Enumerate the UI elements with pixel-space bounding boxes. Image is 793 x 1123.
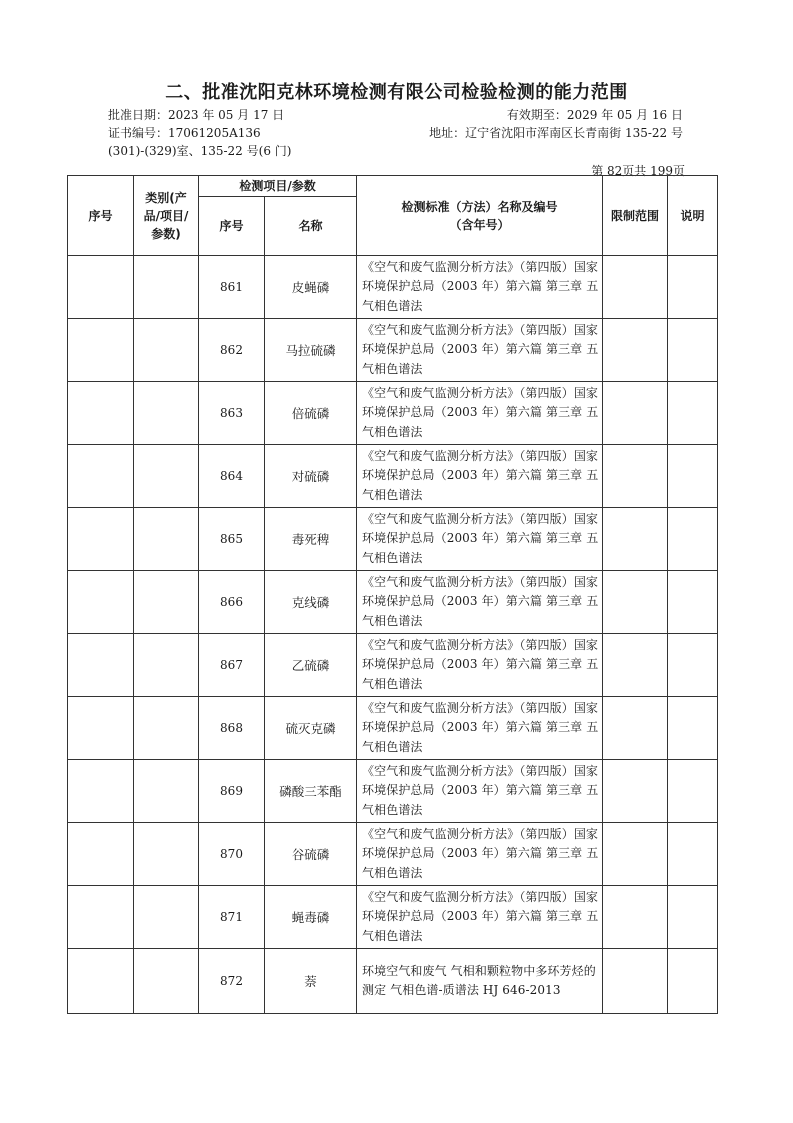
item-name: 萘: [265, 949, 357, 1014]
row-limit: [603, 634, 668, 697]
row-seq: [68, 634, 134, 697]
row-note: [668, 319, 718, 382]
item-seq: 868: [199, 697, 265, 760]
item-standard: 《空气和废气监测分析方法》（第四版）国家环境保护总局（2003 年）第六篇 第三章 五 气相色谱法: [357, 760, 603, 823]
item-name: 磷酸三苯酯: [265, 760, 357, 823]
item-seq: 872: [199, 949, 265, 1014]
item-standard: 《空气和废气监测分析方法》（第四版）国家环境保护总局（2003 年）第六篇 第三章 五 气相色谱法: [357, 886, 603, 949]
item-seq: 861: [199, 256, 265, 319]
item-seq: 863: [199, 382, 265, 445]
row-seq: [68, 319, 134, 382]
item-standard: 《空气和废气监测分析方法》（第四版）国家环境保护总局（2003 年）第六篇 第三章 五 气相色谱法: [357, 508, 603, 571]
row-limit: [603, 760, 668, 823]
row-note: [668, 445, 718, 508]
item-seq: 865: [199, 508, 265, 571]
row-category: [134, 886, 199, 949]
item-seq: 867: [199, 634, 265, 697]
row-note: [668, 256, 718, 319]
row-note: [668, 760, 718, 823]
row-seq: [68, 823, 134, 886]
row-limit: [603, 823, 668, 886]
item-standard: 《空气和废气监测分析方法》（第四版）国家环境保护总局（2003 年）第六篇 第三章 五 气相色谱法: [357, 382, 603, 445]
item-standard: 《空气和废气监测分析方法》（第四版）国家环境保护总局（2003 年）第六篇 第三章 五 气相色谱法: [357, 823, 603, 886]
row-seq: [68, 760, 134, 823]
row-limit: [603, 949, 668, 1014]
certificate-number: 证书编号：17061205A136: [108, 126, 261, 140]
item-seq: 866: [199, 571, 265, 634]
table-row: [68, 886, 718, 949]
row-seq: [68, 571, 134, 634]
header-item-group: 检测项目/参数: [199, 176, 357, 197]
item-name: 乙硫磷: [265, 634, 357, 697]
row-category: [134, 634, 199, 697]
row-category: [134, 949, 199, 1014]
item-name: 谷硫磷: [265, 823, 357, 886]
row-limit: [603, 697, 668, 760]
address: 地址：辽宁省沈阳市浑南区长青南街 135-22 号: [429, 126, 683, 140]
row-note: [668, 634, 718, 697]
item-seq: 862: [199, 319, 265, 382]
row-limit: [603, 319, 668, 382]
item-standard: 《空气和废气监测分析方法》（第四版）国家环境保护总局（2003 年）第六篇 第三章 五 气相色谱法: [357, 319, 603, 382]
row-category: [134, 823, 199, 886]
row-seq: [68, 508, 134, 571]
valid-until: 有效期至：2029 年 05 月 16 日: [506, 108, 683, 122]
header-standard: 检测标准（方法）名称及编号（含年号）: [357, 176, 603, 256]
row-limit: [603, 508, 668, 571]
item-name: 蝇毒磷: [265, 886, 357, 949]
row-category: [134, 697, 199, 760]
item-seq: 864: [199, 445, 265, 508]
table-row: [68, 760, 718, 823]
item-standard: 环境空气和废气 气相和颗粒物中多环芳烃的测定 气相色谱-质谱法 HJ 646-2013: [357, 949, 603, 1014]
item-name: 皮蝇磷: [265, 256, 357, 319]
row-limit: [603, 256, 668, 319]
row-limit: [603, 886, 668, 949]
row-category: [134, 382, 199, 445]
row-seq: [68, 256, 134, 319]
item-standard: 《空气和废气监测分析方法》（第四版）国家环境保护总局（2003 年）第六篇 第三章 五 气相色谱法: [357, 445, 603, 508]
item-name: 对硫磷: [265, 445, 357, 508]
table-row: [68, 949, 718, 1014]
address-continued: (301)-(329)室、135-22 号(6 门): [108, 144, 292, 158]
table-row: [68, 823, 718, 886]
row-seq: [68, 382, 134, 445]
row-note: [668, 508, 718, 571]
table-row: [68, 634, 718, 697]
row-limit: [603, 445, 668, 508]
row-note: [668, 571, 718, 634]
item-seq: 871: [199, 886, 265, 949]
item-standard: 《空气和废气监测分析方法》（第四版）国家环境保护总局（2003 年）第六篇 第三章 五 气相色谱法: [357, 256, 603, 319]
capability-table: [67, 175, 718, 1014]
table-row: [68, 319, 718, 382]
table-row: [68, 508, 718, 571]
row-seq: [68, 697, 134, 760]
item-standard: 《空气和废气监测分析方法》（第四版）国家环境保护总局（2003 年）第六篇 第三章 五 气相色谱法: [357, 634, 603, 697]
row-seq: [68, 445, 134, 508]
header-limit: 限制范围: [603, 176, 668, 256]
item-name: 硫灭克磷: [265, 697, 357, 760]
row-category: [134, 319, 199, 382]
item-seq: 869: [199, 760, 265, 823]
item-name: 克线磷: [265, 571, 357, 634]
page-number: 第 82页共 199页: [591, 164, 685, 178]
row-note: [668, 382, 718, 445]
row-limit: [603, 571, 668, 634]
row-category: [134, 445, 199, 508]
item-name: 马拉硫磷: [265, 319, 357, 382]
page-title: 二、批准沈阳克林环境检测有限公司检验检测的能力范围: [165, 82, 628, 103]
item-seq: 870: [199, 823, 265, 886]
table-row: [68, 571, 718, 634]
row-limit: [603, 382, 668, 445]
row-category: [134, 760, 199, 823]
header-item-seq: 序号: [199, 197, 265, 256]
item-name: 毒死稗: [265, 508, 357, 571]
row-note: [668, 697, 718, 760]
row-seq: [68, 949, 134, 1014]
row-note: [668, 823, 718, 886]
item-name: 倍硫磷: [265, 382, 357, 445]
row-category: [134, 571, 199, 634]
table-row: [68, 256, 718, 319]
approval-date: 批准日期：2023 年 05 月 17 日: [108, 108, 285, 122]
row-category: [134, 508, 199, 571]
row-note: [668, 949, 718, 1014]
item-standard: 《空气和废气监测分析方法》（第四版）国家环境保护总局（2003 年）第六篇 第三章 五 气相色谱法: [357, 697, 603, 760]
table-row: [68, 445, 718, 508]
header-category: 类别(产品/项目/参数): [134, 176, 199, 256]
table-row: [68, 382, 718, 445]
header-seq: 序号: [68, 176, 134, 256]
row-seq: [68, 886, 134, 949]
item-standard: 《空气和废气监测分析方法》（第四版）国家环境保护总局（2003 年）第六篇 第三章 五 气相色谱法: [357, 571, 603, 634]
row-category: [134, 256, 199, 319]
table-row: [68, 697, 718, 760]
row-note: [668, 886, 718, 949]
header-item-name: 名称: [265, 197, 357, 256]
header-note: 说明: [668, 176, 718, 256]
